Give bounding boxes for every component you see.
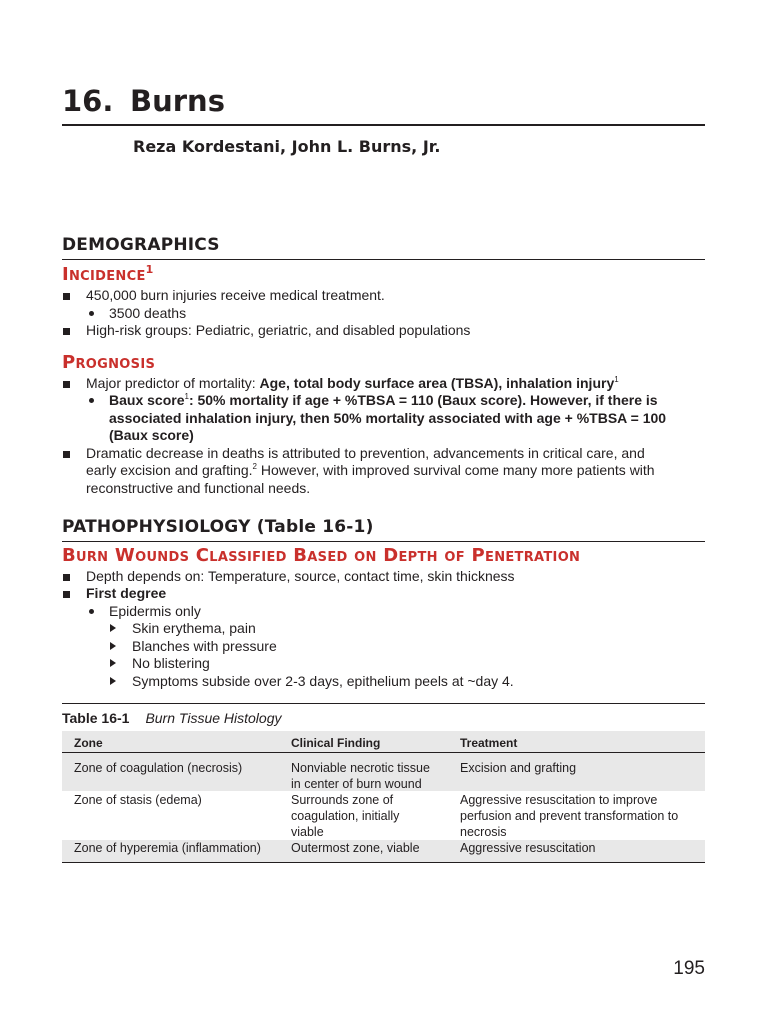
- demographics-rule: [62, 259, 705, 260]
- table-cell-zone: Zone of stasis (edema): [74, 793, 202, 807]
- table-cell-treatment: Aggressive resuscitation: [460, 841, 596, 855]
- table-label: Table 16-1: [62, 710, 130, 726]
- bullet-dot-icon: [89, 609, 94, 614]
- table-caption: [62, 710, 281, 728]
- bullet-dot-icon: [89, 398, 94, 403]
- chapter-number: 16.: [62, 84, 114, 118]
- table-header-treatment: Treatment: [460, 736, 518, 750]
- symptom-item-1: Skin erythema, pain: [132, 620, 256, 636]
- pathophysiology-heading: PATHOPHYSIOLOGY (Table 16-1): [62, 517, 374, 537]
- table-cell-finding: Surrounds zone of coagulation, initially viable: [291, 793, 400, 839]
- demographics-heading: DEMOGRAPHICS: [62, 235, 220, 255]
- chapter-title-text: Burns: [130, 84, 225, 118]
- bullet-square-icon: [63, 328, 70, 335]
- bullet-square-icon: [63, 591, 70, 598]
- incidence-ref: 1: [145, 263, 154, 276]
- prognosis-item-1: Major predictor of mortality: Age, total body surface area (TBSA), inhalation injury$^1$: [86, 375, 619, 391]
- incidence-item-2: High-risk groups: Pediatric, geriatric, and disabled populations: [86, 322, 471, 338]
- table-cell-finding: Nonviable necrotic tissue in center of burn wound: [291, 761, 430, 791]
- pathophysiology-table-ref: (Table 16-1): [256, 517, 374, 537]
- symptom-item-4: Symptoms subside over 2-3 days, epithelium peels at ~day 4.: [132, 673, 514, 689]
- symptom-item-3: No blistering: [132, 655, 210, 671]
- symptom-item-2: Blanches with pressure: [132, 638, 277, 654]
- bullet-dot-icon: [89, 311, 94, 316]
- bullet-square-icon: [63, 381, 70, 388]
- table-cell-zone: Zone of coagulation (necrosis): [74, 761, 243, 775]
- first-degree-item: First degree: [86, 585, 167, 601]
- chapter-rule: [62, 124, 705, 126]
- table-top-rule: [62, 703, 705, 704]
- bullet-square-icon: [63, 293, 70, 300]
- bullet-square-icon: [63, 574, 70, 581]
- bullet-triangle-icon: [110, 659, 116, 667]
- incidence-heading: Incidence$^1$: [62, 263, 154, 285]
- table-title: Burn Tissue Histology: [145, 710, 282, 726]
- pathophysiology-rule: [62, 541, 705, 542]
- baux-score-line-3: (Baux score): [109, 427, 194, 443]
- chapter-authors: Reza Kordestani, John L. Burns, Jr.: [133, 137, 441, 156]
- bullet-triangle-icon: [110, 624, 116, 632]
- page-number: 195: [673, 958, 705, 979]
- table-bottom-rule: [62, 862, 705, 863]
- bullet-triangle-icon: [110, 677, 116, 685]
- prognosis-heading: Prognosis: [62, 352, 156, 373]
- incidence-item-1: 450,000 burn injuries receive medical treatment.: [86, 287, 385, 303]
- table-header-clinical-finding: Clinical Finding: [291, 736, 381, 750]
- table-cell-zone: Zone of hyperemia (inflammation): [74, 841, 261, 855]
- burn-wounds-heading: Burn Wounds Classified Based on Depth of Penetration: [62, 545, 581, 566]
- chapter-title: [62, 84, 225, 118]
- prognosis-item-2-line-2: early excision and grafting.$^2$ However, with improved survival come many more patients with: [86, 462, 655, 478]
- prognosis-item-2-line-3: reconstructive and functional needs.: [86, 480, 311, 496]
- table-cell-treatment: Aggressive resuscitation to improve perfusion and prevent transformation to necrosis: [460, 793, 679, 839]
- table-header-zone: Zone: [74, 736, 103, 750]
- epidermis-item: Epidermis only: [109, 603, 201, 619]
- table-cell-treatment: Excision and grafting: [460, 761, 577, 775]
- prognosis-item-2-line-1: Dramatic decrease in deaths is attributed to prevention, advancements in critical care, and: [86, 445, 645, 461]
- table-header-row: [62, 731, 705, 752]
- bullet-triangle-icon: [110, 642, 116, 650]
- table-cell-finding: Outermost zone, viable: [291, 841, 420, 855]
- bullet-square-icon: [63, 451, 70, 458]
- baux-score-line-1: Baux score$^1$: 50% mortality if age + %TBSA = 110 (Baux score). However, if there is: [109, 392, 658, 408]
- baux-score-line-2: associated inhalation injury, then 50% mortality associated with age + %TBSA = 100: [109, 410, 667, 426]
- incidence-item-1-sub: 3500 deaths: [109, 305, 187, 321]
- depth-item: Depth depends on: Temperature, source, contact time, skin thickness: [86, 568, 515, 584]
